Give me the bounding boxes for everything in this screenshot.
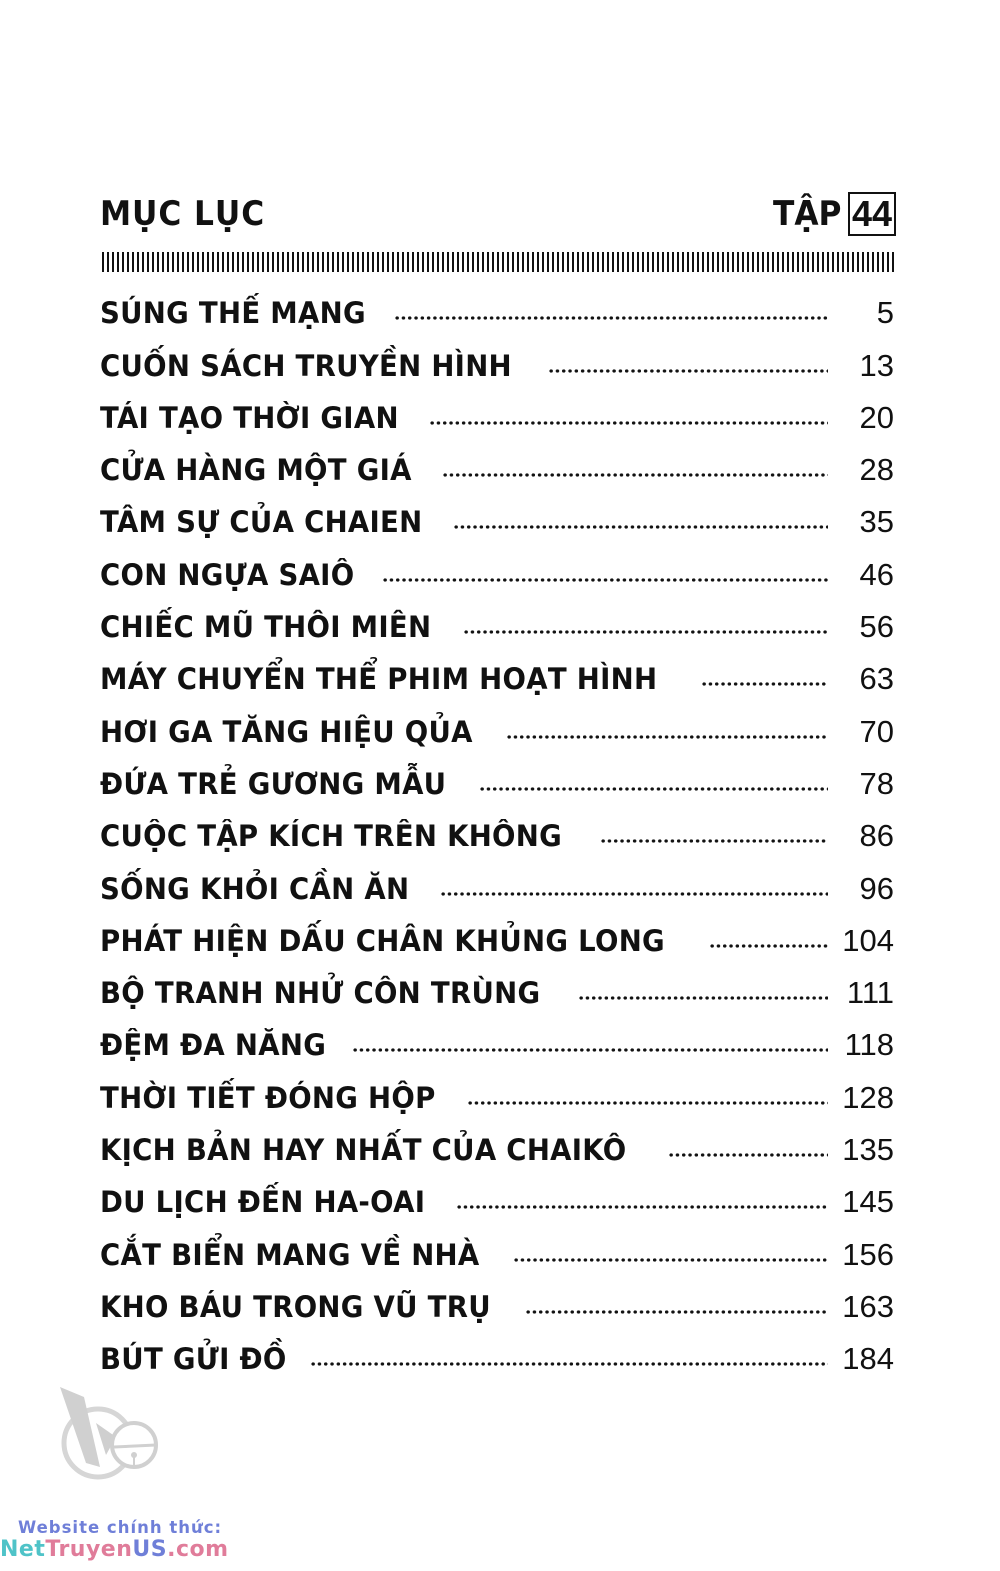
toc-entry-page: 5 xyxy=(876,295,894,331)
site-name-us: US xyxy=(132,1537,168,1562)
bell-logo-icon xyxy=(56,1385,166,1485)
dot-leader xyxy=(578,995,828,1001)
toc-entry-title: CẮT BIỂN MANG VỀ NHÀ xyxy=(100,1237,480,1272)
toc-entry-title: ĐỨA TRẺ GƯƠNG MẪU xyxy=(100,766,447,801)
toc-entry xyxy=(100,701,894,753)
dot-leader xyxy=(709,943,828,949)
toc-entry xyxy=(100,1067,894,1119)
dot-leader xyxy=(463,629,828,635)
toc-entry-title: THỜI TIẾT ĐÓNG HỘP xyxy=(100,1080,436,1115)
volume-label: TẬP xyxy=(772,194,841,234)
toc-entry-page: 118 xyxy=(844,1027,894,1063)
dot-leader xyxy=(668,1152,828,1158)
toc-entry-page: 28 xyxy=(859,452,894,488)
toc-entry xyxy=(100,1172,894,1224)
toc-entry-title: PHÁT HIỆN DẤU CHÂN KHỦNG LONG xyxy=(100,923,665,958)
toc-entry-page: 128 xyxy=(842,1079,894,1115)
toc-entry xyxy=(100,1120,894,1172)
dot-leader xyxy=(506,734,828,740)
dot-leader xyxy=(440,891,828,897)
volume-indicator xyxy=(770,192,896,236)
toc-entry xyxy=(100,492,894,544)
toc-entry xyxy=(100,1329,894,1381)
toc-entry-title: HƠI GA TĂNG HIỆU QỦA xyxy=(100,714,473,749)
toc-entry xyxy=(100,440,894,492)
toc-entry xyxy=(100,911,894,963)
site-name-net: Net xyxy=(0,1537,46,1562)
toc-entry xyxy=(100,1224,894,1276)
dot-leader xyxy=(442,472,828,478)
toc-entry-page: 63 xyxy=(859,661,894,697)
toc-entry-title: CUỐN SÁCH TRUYỀN HÌNH xyxy=(100,348,512,383)
toc-entry-page: 135 xyxy=(842,1132,894,1168)
toc-entry-page: 86 xyxy=(859,818,894,854)
toc-entry-page: 111 xyxy=(846,975,894,1011)
site-name-com: .com xyxy=(167,1537,229,1562)
dot-leader xyxy=(479,786,828,792)
striped-divider xyxy=(102,252,896,272)
toc-entry xyxy=(100,283,894,335)
toc-entry-page: 163 xyxy=(842,1288,894,1324)
dot-leader xyxy=(701,681,828,687)
toc-entry xyxy=(100,754,894,806)
toc-entry-page: 184 xyxy=(842,1341,894,1377)
toc-entry-page: 70 xyxy=(859,713,894,749)
toc-entry xyxy=(100,597,894,649)
toc-entry-title: BÚT GỬI ĐỒ xyxy=(100,1342,287,1377)
toc-entry-page: 78 xyxy=(859,765,894,801)
toc-entry-title: CON NGỰA SAIÔ xyxy=(100,557,355,592)
toc-entry-page: 13 xyxy=(859,347,894,383)
toc-entry-page: 156 xyxy=(842,1236,894,1272)
dot-leader xyxy=(352,1047,828,1053)
toc-entry-title: BỘ TRANH NHỬ CÔN TRÙNG xyxy=(100,976,541,1011)
toc-entry xyxy=(100,388,894,440)
dot-leader xyxy=(525,1309,828,1315)
site-name-truyen: Truyen xyxy=(45,1537,133,1562)
toc-entry xyxy=(100,1277,894,1329)
table-of-contents xyxy=(100,283,894,1381)
dot-leader xyxy=(382,577,828,583)
toc-entry-title: DU LỊCH ĐẾN HA-OAI xyxy=(100,1185,426,1220)
toc-entry-page: 104 xyxy=(842,922,894,958)
toc-entry-page: 20 xyxy=(859,399,894,435)
dot-leader xyxy=(548,368,828,374)
toc-entry xyxy=(100,1015,894,1067)
toc-entry-page: 145 xyxy=(842,1184,894,1220)
dot-leader xyxy=(456,1204,828,1210)
toc-entry-title: CỬA HÀNG MỘT GIÁ xyxy=(100,453,412,488)
toc-entry-title: CUỘC TẬP KÍCH TRÊN KHÔNG xyxy=(100,819,562,854)
toc-entry-title: TÁI TẠO THỜI GIAN xyxy=(100,400,399,435)
page-title: MỤC LỤC xyxy=(100,194,266,234)
toc-entry-page: 56 xyxy=(859,609,894,645)
toc-entry xyxy=(100,806,894,858)
toc-entry-page: 96 xyxy=(859,870,894,906)
toc-entry-page: 35 xyxy=(859,504,894,540)
dot-leader xyxy=(310,1361,828,1367)
toc-entry-title: MÁY CHUYỂN THỂ PHIM HOẠT HÌNH xyxy=(100,662,658,697)
watermark-site-name xyxy=(0,1537,260,1562)
toc-entry-title: TÂM SỰ CỦA CHAIEN xyxy=(100,505,423,540)
toc-entry-page: 46 xyxy=(859,556,894,592)
toc-entry-title: ĐỆM ĐA NĂNG xyxy=(100,1028,327,1063)
toc-entry xyxy=(100,335,894,387)
toc-entry xyxy=(100,649,894,701)
watermark-caption: Website chính thức: xyxy=(18,1518,223,1537)
dot-leader xyxy=(394,315,828,321)
toc-entry xyxy=(100,858,894,910)
website-watermark xyxy=(0,1518,260,1562)
dot-leader xyxy=(467,1100,828,1106)
toc-entry-title: SÚNG THẾ MẠNG xyxy=(100,296,366,331)
toc-entry xyxy=(100,963,894,1015)
dot-leader xyxy=(600,838,828,844)
toc-entry-title: SỐNG KHỎI CẦN ĂN xyxy=(100,871,410,906)
volume-number-box: 44 xyxy=(848,192,896,236)
dot-leader xyxy=(429,420,828,426)
dot-leader xyxy=(453,524,828,530)
toc-entry-title: KỊCH BẢN HAY NHẤT CỦA CHAIKÔ xyxy=(100,1133,627,1168)
dot-leader xyxy=(513,1257,828,1263)
toc-header xyxy=(100,192,896,238)
toc-entry xyxy=(100,544,894,596)
toc-entry-title: KHO BÁU TRONG VŨ TRỤ xyxy=(100,1289,491,1324)
toc-entry-title: CHIẾC MŨ THÔI MIÊN xyxy=(100,610,432,645)
